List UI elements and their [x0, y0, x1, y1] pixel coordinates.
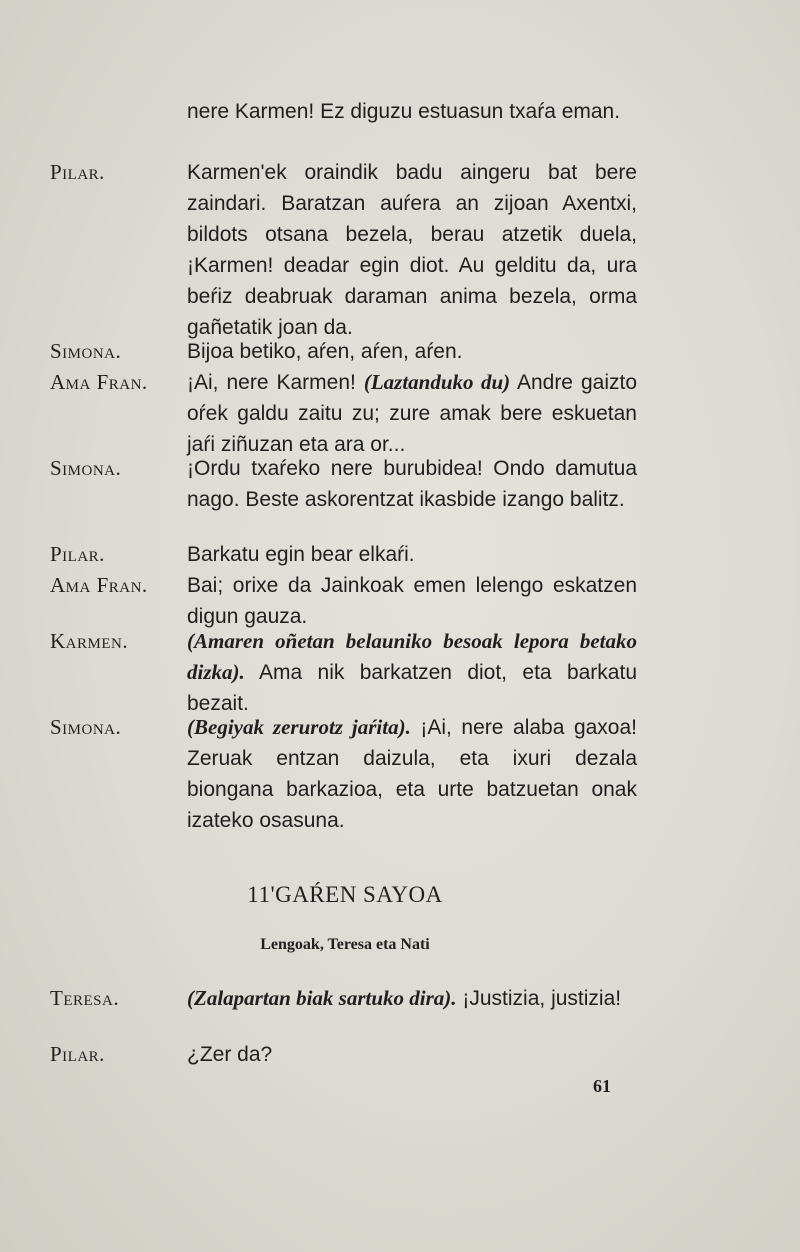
speaker-name: Teresa.	[50, 986, 120, 1010]
dialogue-text	[187, 983, 637, 1014]
speech-text: nere Karmen! Ez diguzu estuasun txaŕa eman.	[187, 100, 621, 123]
dialogue-text	[187, 453, 637, 515]
speech-text: Ama nik barkatzen diot, eta barkatu bezait.	[187, 661, 637, 715]
dialogue-text	[187, 539, 637, 570]
stage-direction: (Zalapartan biak sartuko dira).	[187, 986, 457, 1010]
dialogue-text	[187, 570, 637, 632]
stage-direction: (Laztanduko du)	[363, 370, 511, 394]
speech-text: ¡Justizia, justizia!	[456, 987, 622, 1010]
speech-text: ¡Ai, nere alaba gaxoa! Zeruak entzan daizula, eta ixuri dezala biongana barkazioa, eta urte batzuetan onak izateko osasuna.	[187, 716, 637, 832]
speech-text: ¡Ai, nere Karmen!	[187, 371, 364, 394]
dialogue-text	[187, 367, 637, 460]
speech-text: Andre gaizto oŕek galdu zaitu zu; zure amak bere eskuetan jaŕi ziñuzan eta ara or...	[187, 371, 638, 456]
speech-text: ¡Ordu txaŕeko nere burubidea! Ondo damutua nago. Beste askorentzat ikasbide izango balitz.	[187, 457, 637, 511]
speaker-name: Simona.	[50, 715, 122, 739]
speech-text: Bijoa betiko, aŕen, aŕen, aŕen.	[187, 340, 463, 363]
speaker-name: Pilar.	[50, 160, 105, 184]
speaker-name: Karmen.	[50, 629, 129, 653]
dialogue-text	[187, 336, 637, 367]
speaker-name: Ama Fran.	[50, 573, 148, 597]
speech-text: ¿Zer da?	[187, 1043, 273, 1066]
speech-text: Barkatu egin bear elkaŕi.	[187, 543, 415, 566]
scene-characters: Lengoak, Teresa eta Nati	[260, 936, 430, 953]
stage-direction: (Amaren oñetan belauniko besoak lepora betako dizka).	[187, 629, 637, 684]
dialogue-text	[187, 712, 637, 836]
speaker-name: Simona.	[50, 456, 122, 480]
speaker-name: Ama Fran.	[50, 370, 148, 394]
dialogue-text	[187, 96, 637, 127]
speaker-name: Simona.	[50, 339, 122, 363]
speech-text: Bai; orixe da Jainkoak emen lelengo eskatzen digun gauza.	[187, 574, 637, 628]
stage-direction: (Begiyak zerurotz jaŕita).	[187, 715, 411, 739]
speech-text: Karmen'ek oraindik badu aingeru bat bere zaindari. Baratzan auŕera an zijoan Axentxi, bildots otsana bezela, berau atzetik duela, ¡Karmen! deadar egin diot. Au gelditu da, ura beŕiz deabruak daraman anima bezela, orma gañetatik joan da.	[187, 161, 637, 339]
dialogue-text	[187, 626, 637, 719]
dialogue-text	[187, 157, 637, 343]
dialogue-text	[187, 1039, 637, 1070]
speaker-name: Pilar.	[50, 542, 105, 566]
speaker-name: Pilar.	[50, 1042, 105, 1066]
scene-title: 11'GAŔEN SAYOA	[247, 882, 443, 907]
page-number: 61	[593, 1076, 611, 1096]
